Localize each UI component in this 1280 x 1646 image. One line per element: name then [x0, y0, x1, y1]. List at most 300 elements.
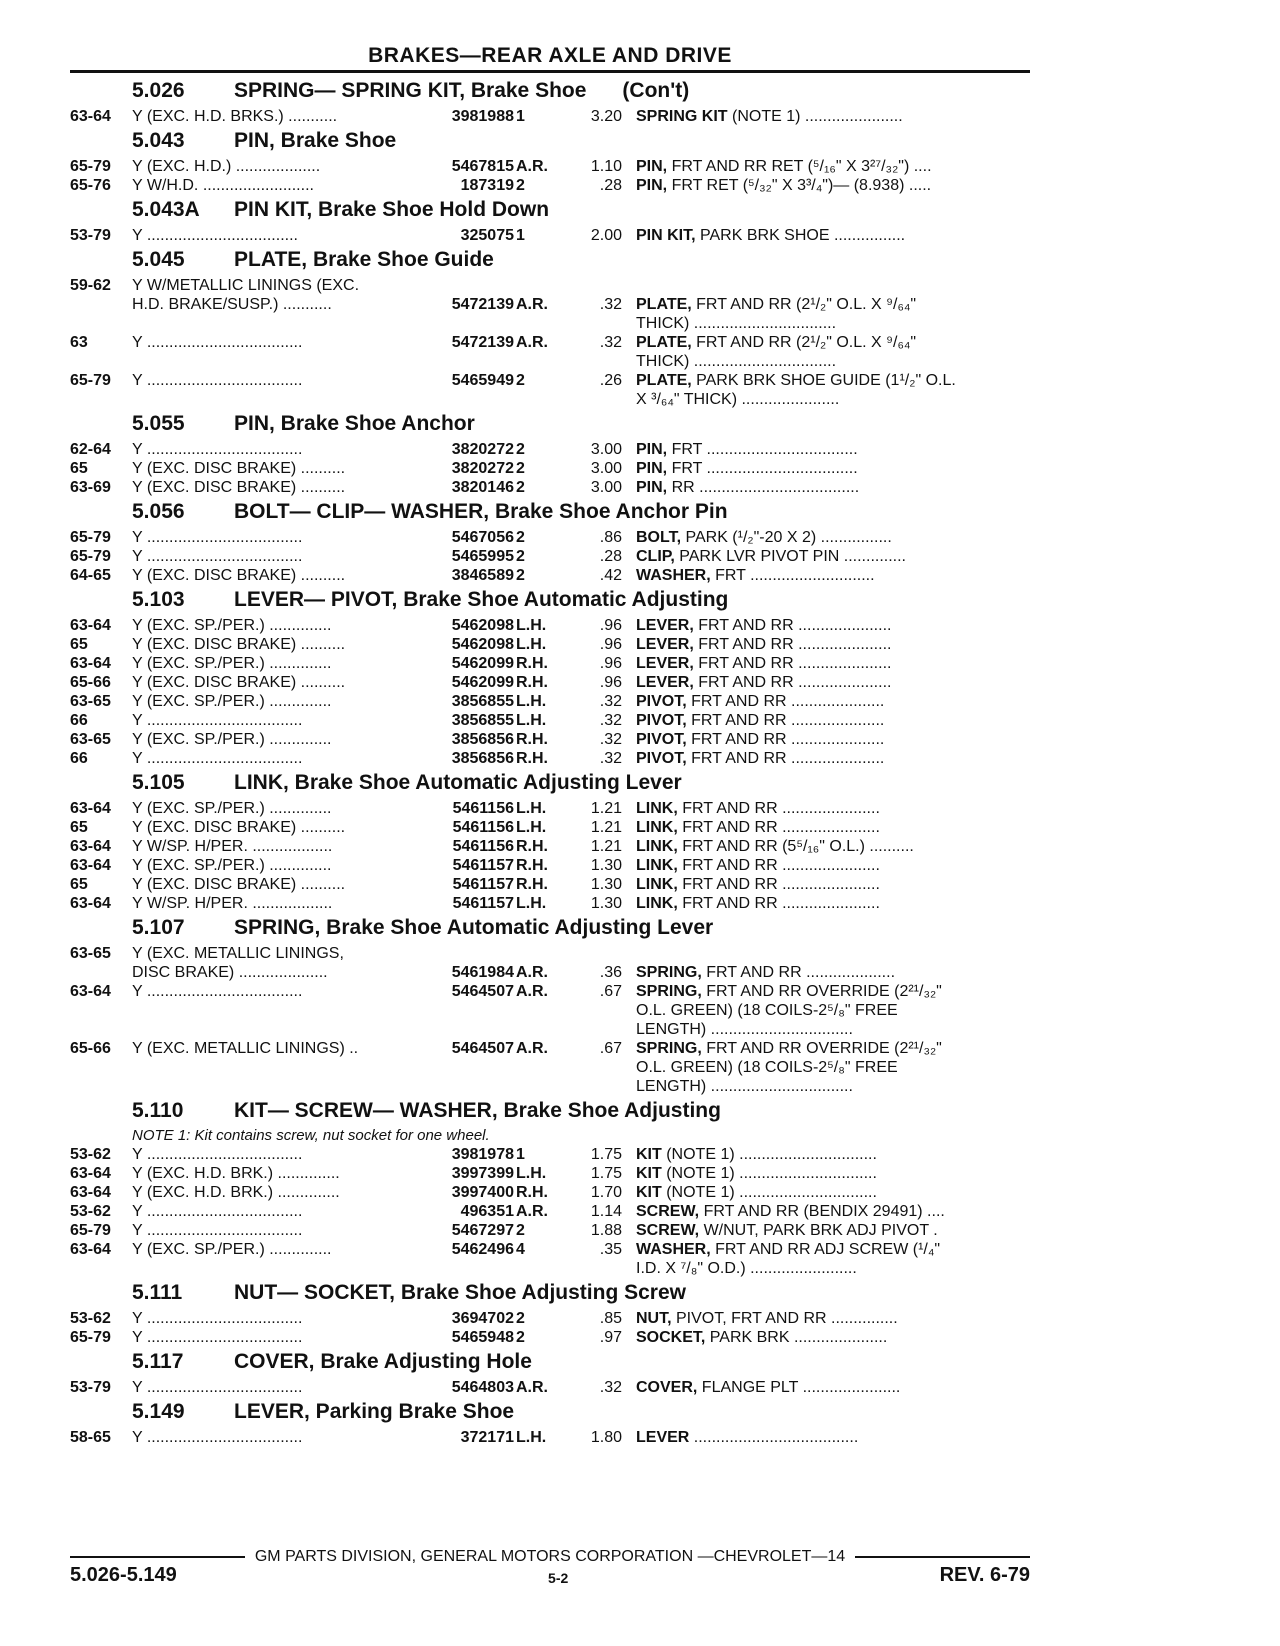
- description-text: FRT AND RR RET (⁵/₁₆" X 3²⁷/₃₂") ....: [667, 158, 932, 175]
- part-number: 3856856: [451, 750, 514, 767]
- application: Y (EXC. H.D. BRK.) ..............: [132, 1165, 340, 1182]
- section-title: KIT— SCREW— WASHER, Brake Shoe Adjusting: [234, 1099, 721, 1122]
- parts-section: [70, 916, 1030, 1096]
- application: Y ...................................: [132, 1429, 303, 1446]
- quantity: 2: [516, 177, 525, 194]
- model-years: 63-64: [70, 895, 111, 912]
- price: .32: [599, 334, 622, 351]
- part-number: [428, 1020, 514, 1039]
- price: 1.21: [590, 800, 622, 817]
- description: [636, 837, 1030, 856]
- model-years: 65-79: [70, 1222, 111, 1239]
- parts-row: [70, 1183, 1030, 1202]
- part-number: 5464507: [451, 1040, 514, 1057]
- description-text: O.L. GREEN) (18 COILS-2⁵/₈" FREE: [636, 1002, 898, 1019]
- application: Y (EXC. SP./PER.) ..............: [132, 693, 332, 710]
- description-text: FRT AND RR .....................: [686, 693, 885, 710]
- footer-rule-right: [855, 1556, 1030, 1558]
- section-number: 5.043A: [132, 198, 200, 221]
- application: Y ...................................: [132, 1146, 303, 1163]
- application: Y ...................................: [132, 334, 303, 351]
- model-years: 53-79: [70, 227, 111, 244]
- quantity: A.R.: [516, 1379, 548, 1396]
- parts-row: [70, 875, 1030, 894]
- part-number: 5462098: [451, 636, 514, 653]
- description: [636, 963, 1030, 982]
- section-title: SPRING, Brake Shoe Automatic Adjusting Lever: [234, 916, 714, 939]
- description-text: PARK (¹/₂"-20 X 2) ................: [681, 529, 892, 546]
- description-keyword: WASHER,: [636, 1241, 711, 1258]
- model-years: 63-64: [70, 1241, 111, 1258]
- price: .67: [599, 983, 622, 1000]
- description-keyword: PIN,: [636, 460, 668, 477]
- price: [562, 1077, 636, 1096]
- description: [636, 944, 1030, 963]
- description-text: FRT ............................: [710, 567, 875, 584]
- model-years: 63-65: [70, 693, 111, 710]
- application: Y W/H.D. .........................: [132, 177, 314, 194]
- quantity: 2: [516, 479, 525, 496]
- price: [562, 1001, 636, 1020]
- quantity: [514, 390, 562, 409]
- application: Y ...................................: [132, 750, 303, 767]
- application: Y ...................................: [132, 1310, 303, 1327]
- section-title: LEVER— PIVOT, Brake Shoe Automatic Adjusting: [234, 588, 729, 611]
- quantity: R.H.: [516, 750, 548, 767]
- price: .32: [599, 693, 622, 710]
- quantity: A.R.: [516, 158, 548, 175]
- quantity: L.H.: [516, 1165, 547, 1182]
- section-heading: [132, 1281, 1030, 1305]
- part-number: [428, 1001, 514, 1020]
- quantity: A.R.: [516, 1203, 548, 1220]
- application: Y ...................................: [132, 1379, 303, 1396]
- application: Y (EXC. DISC BRAKE) ..........: [132, 674, 346, 691]
- description-text: W/NUT, PARK BRK ADJ PIVOT .: [699, 1222, 938, 1239]
- model-years: [70, 1259, 132, 1278]
- model-years: 65-66: [70, 674, 111, 691]
- description: [636, 459, 1030, 478]
- model-years: [70, 352, 132, 371]
- description: [636, 295, 1030, 314]
- parts-row: [70, 1164, 1030, 1183]
- description: [636, 1183, 1030, 1202]
- parts-row: [70, 1240, 1030, 1259]
- model-years: [70, 295, 132, 314]
- price: [562, 390, 636, 409]
- description: [636, 107, 1030, 126]
- parts-section: [70, 771, 1030, 913]
- application: [132, 314, 428, 333]
- description-text: PARK BRK SHOE GUIDE (1¹/₂" O.L.: [691, 372, 956, 389]
- footer-publisher: GM PARTS DIVISION, GENERAL MOTORS CORPORATION —CHEVROLET—14: [254, 1548, 846, 1565]
- part-number: 3856855: [451, 693, 514, 710]
- description-text: FRT AND RR ....................: [701, 964, 896, 981]
- parts-row: [70, 616, 1030, 635]
- part-number: [428, 944, 514, 963]
- part-number: 5465949: [451, 372, 514, 389]
- description-keyword: PIN,: [636, 479, 668, 496]
- part-number: [428, 352, 514, 371]
- footer-bottom: [70, 1564, 1030, 1587]
- application: Y ...................................: [132, 372, 303, 389]
- parts-section: [70, 248, 1030, 409]
- description-text: THICK) ................................: [636, 353, 837, 370]
- price: .28: [599, 177, 622, 194]
- description: [636, 1020, 1030, 1039]
- description-text: THICK) ................................: [636, 315, 837, 332]
- price: [562, 314, 636, 333]
- description: [636, 1221, 1030, 1240]
- quantity: A.R.: [516, 334, 548, 351]
- price: .32: [599, 1379, 622, 1396]
- price: .32: [599, 731, 622, 748]
- parts-row: [70, 1001, 1030, 1020]
- parts-section: [70, 500, 1030, 585]
- price: .35: [599, 1241, 622, 1258]
- part-number: 5467056: [451, 529, 514, 546]
- quantity: A.R.: [516, 983, 548, 1000]
- description: [636, 799, 1030, 818]
- section-title: LEVER, Parking Brake Shoe: [234, 1400, 515, 1423]
- description-text: FRT AND RR ADJ SCREW (¹/₄": [710, 1241, 941, 1258]
- parts-row: [70, 799, 1030, 818]
- page-footer: [70, 1548, 1030, 1587]
- model-years: 65: [70, 460, 88, 477]
- description-text: O.L. GREEN) (18 COILS-2⁵/₈" FREE: [636, 1059, 898, 1076]
- description-keyword: PIN,: [636, 177, 668, 194]
- quantity: 2: [516, 529, 525, 546]
- section-heading: [132, 129, 1030, 153]
- part-number: 3820146: [451, 479, 514, 496]
- quantity: 2: [516, 460, 525, 477]
- description: [636, 1428, 1030, 1447]
- description: [636, 176, 1030, 195]
- parts-row: [70, 1378, 1030, 1397]
- application: Y ...................................: [132, 548, 303, 565]
- price: .85: [599, 1310, 622, 1327]
- quantity: 2: [516, 1310, 525, 1327]
- application: Y (EXC. METALLIC LININGS) ..: [132, 1040, 359, 1057]
- description: [636, 1058, 1030, 1077]
- parts-section: [70, 1281, 1030, 1347]
- price: 3.20: [590, 108, 622, 125]
- price: 1.30: [590, 876, 622, 893]
- model-years: 62-64: [70, 441, 111, 458]
- section-heading: [132, 412, 1030, 436]
- application: Y (EXC. SP./PER.) ..............: [132, 1241, 332, 1258]
- quantity: L.H.: [516, 819, 547, 836]
- parts-section: [70, 588, 1030, 768]
- application: Y (EXC. SP./PER.) ..............: [132, 617, 332, 634]
- model-years: 53-79: [70, 1379, 111, 1396]
- section-title: SPRING— SPRING KIT, Brake Shoe: [234, 79, 587, 102]
- model-years: [70, 1058, 132, 1077]
- description-keyword: SCREW,: [636, 1203, 700, 1220]
- model-years: 58-65: [70, 1429, 111, 1446]
- part-number: 5465995: [451, 548, 514, 565]
- section-title: PIN, Brake Shoe: [234, 129, 397, 152]
- description-text: (NOTE 1) ......................: [727, 108, 903, 125]
- quantity: 2: [516, 441, 525, 458]
- price: 3.00: [590, 460, 622, 477]
- description: [636, 440, 1030, 459]
- application: [132, 1077, 428, 1096]
- application: Y (EXC. H.D. BRK.) ..............: [132, 1184, 340, 1201]
- quantity: L.H.: [516, 895, 547, 912]
- description: [636, 1328, 1030, 1347]
- description-keyword: PIN KIT,: [636, 227, 696, 244]
- model-years: [70, 1001, 132, 1020]
- description-keyword: SPRING,: [636, 1040, 702, 1057]
- description-text: FRT AND RR ......................: [677, 819, 880, 836]
- parts-row: [70, 276, 1030, 295]
- part-number: 5472139: [451, 334, 514, 351]
- description-text: LENGTH) ................................: [636, 1021, 853, 1038]
- description: [636, 528, 1030, 547]
- description-text: .....................................: [689, 1429, 859, 1446]
- footer-page-number: 5-2: [548, 1570, 569, 1586]
- description: [636, 982, 1030, 1001]
- quantity: 2: [516, 372, 525, 389]
- price: .96: [599, 674, 622, 691]
- application: Y ...................................: [132, 983, 303, 1000]
- application: Y ...................................: [132, 441, 303, 458]
- application: Y (EXC. SP./PER.) ..............: [132, 731, 332, 748]
- quantity: L.H.: [516, 617, 547, 634]
- price: .42: [599, 567, 622, 584]
- description-text: FRT AND RR .....................: [693, 636, 892, 653]
- description-keyword: KIT: [636, 1146, 662, 1163]
- application: Y W/SP. H/PER. ..................: [132, 838, 333, 855]
- model-years: 59-62: [70, 277, 111, 294]
- section-heading: [132, 1099, 1030, 1123]
- section-title: PIN, Brake Shoe Anchor: [234, 412, 475, 435]
- description-text: PARK BRK .....................: [705, 1329, 888, 1346]
- price: 1.21: [590, 819, 622, 836]
- description-keyword: KIT: [636, 1165, 662, 1182]
- parts-row: [70, 944, 1030, 963]
- part-number: 3694702: [451, 1310, 514, 1327]
- parts-row: [70, 333, 1030, 352]
- description-keyword: PIVOT,: [636, 731, 687, 748]
- model-years: 63-64: [70, 108, 111, 125]
- application: Y ..................................: [132, 227, 298, 244]
- parts-row: [70, 566, 1030, 585]
- application: [132, 1058, 428, 1077]
- price: .32: [599, 296, 622, 313]
- part-number: [428, 276, 514, 295]
- part-number: 5462099: [451, 655, 514, 672]
- description-text: FRT AND RR .....................: [693, 617, 892, 634]
- parts-section: [70, 1099, 1030, 1278]
- parts-row: [70, 1328, 1030, 1347]
- parts-row: [70, 226, 1030, 245]
- description: [636, 333, 1030, 352]
- description-text: FRT AND RR ......................: [677, 876, 880, 893]
- section-title: COVER, Brake Adjusting Hole: [234, 1350, 532, 1373]
- description-keyword: LEVER,: [636, 655, 694, 672]
- description-text: FLANGE PLT ......................: [697, 1379, 901, 1396]
- description: [636, 749, 1030, 768]
- description-text: FRT AND RR (BENDIX 29491) ....: [699, 1203, 945, 1220]
- description: [636, 1039, 1030, 1058]
- quantity: 2: [516, 548, 525, 565]
- price: .96: [599, 655, 622, 672]
- price: [562, 1259, 636, 1278]
- application: [132, 390, 428, 409]
- quantity: 2: [516, 567, 525, 584]
- quantity: L.H.: [516, 693, 547, 710]
- description-keyword: PIN,: [636, 158, 668, 175]
- parts-section: [70, 129, 1030, 195]
- description: [636, 894, 1030, 913]
- price: 1.30: [590, 857, 622, 874]
- description-keyword: SCREW,: [636, 1222, 700, 1239]
- quantity: [514, 352, 562, 371]
- description-text: PARK BRK SHOE ................: [695, 227, 906, 244]
- model-years: 66: [70, 750, 88, 767]
- part-number: 3856856: [451, 731, 514, 748]
- description-text: PIVOT, FRT AND RR ...............: [671, 1310, 898, 1327]
- application: Y (EXC. DISC BRAKE) ..........: [132, 636, 346, 653]
- parts-row: [70, 1309, 1030, 1328]
- description-text: FRT AND RR (2¹/₂" O.L. X ⁹/₆₄": [691, 334, 917, 351]
- description: [636, 673, 1030, 692]
- model-years: 65: [70, 819, 88, 836]
- application: DISC BRAKE) ....................: [132, 964, 328, 981]
- application: Y (EXC. SP./PER.) ..............: [132, 857, 332, 874]
- part-number: 5461984: [451, 964, 514, 981]
- application: [132, 352, 428, 371]
- description-text: FRT AND RR .....................: [693, 674, 892, 691]
- section-heading: [132, 79, 1030, 103]
- section-heading: [132, 198, 1030, 222]
- description-keyword: LINK,: [636, 838, 678, 855]
- price: .26: [599, 372, 622, 389]
- part-number: 5461157: [452, 895, 514, 912]
- description: [636, 1309, 1030, 1328]
- model-years: [70, 1020, 132, 1039]
- description-keyword: LINK,: [636, 819, 678, 836]
- model-years: 63-69: [70, 479, 111, 496]
- model-years: 65-76: [70, 177, 111, 194]
- application: Y (EXC. SP./PER.) ..............: [132, 655, 332, 672]
- parts-row: [70, 1145, 1030, 1164]
- parts-section: [70, 79, 1030, 126]
- section-title: NUT— SOCKET, Brake Shoe Adjusting Screw: [234, 1281, 686, 1304]
- description-keyword: WASHER,: [636, 567, 711, 584]
- description: [636, 1259, 1030, 1278]
- description: [636, 1202, 1030, 1221]
- description-keyword: COVER,: [636, 1379, 698, 1396]
- section-note: NOTE 1: Kit contains screw, nut socket for one wheel.: [132, 1127, 490, 1144]
- model-years: 63-64: [70, 617, 111, 634]
- section-title: PIN KIT, Brake Shoe Hold Down: [234, 198, 550, 221]
- parts-row: [70, 1077, 1030, 1096]
- quantity: L.H.: [516, 1429, 547, 1446]
- description: [636, 1378, 1030, 1397]
- part-number: 5472139: [451, 296, 514, 313]
- quantity: L.H.: [516, 800, 547, 817]
- quantity: [514, 1077, 562, 1096]
- description: [636, 1001, 1030, 1020]
- part-number: 5462496: [451, 1241, 514, 1258]
- parts-row: [70, 176, 1030, 195]
- application: Y ...................................: [132, 1329, 303, 1346]
- part-number: 5462099: [451, 674, 514, 691]
- application: Y (EXC. METALLIC LININGS,: [132, 945, 344, 962]
- part-number: 5461156: [452, 819, 514, 836]
- quantity: 1: [516, 108, 525, 125]
- quantity: A.R.: [516, 1040, 548, 1057]
- part-number: 3820272: [451, 441, 514, 458]
- model-years: 65-79: [70, 548, 111, 565]
- description-keyword: LINK,: [636, 857, 678, 874]
- application: Y ...................................: [132, 712, 303, 729]
- quantity: R.H.: [516, 674, 548, 691]
- parts-row: [70, 837, 1030, 856]
- description-text: PARK LVR PIVOT PIN ..............: [674, 548, 906, 565]
- description-text: FRT AND RR ......................: [677, 857, 880, 874]
- application: Y (EXC. DISC BRAKE) ..........: [132, 460, 346, 477]
- model-years: [70, 390, 132, 409]
- sections-container: [70, 79, 1030, 1447]
- application: [132, 1001, 428, 1020]
- quantity: R.H.: [516, 857, 548, 874]
- model-years: [70, 314, 132, 333]
- section-number: 5.107: [132, 916, 185, 939]
- part-number: 3981978: [451, 1146, 514, 1163]
- description-keyword: LINK,: [636, 876, 678, 893]
- parts-row: [70, 459, 1030, 478]
- section-number: 5.110: [132, 1099, 184, 1122]
- description: [636, 711, 1030, 730]
- description-keyword: LEVER,: [636, 636, 694, 653]
- model-years: 65-66: [70, 1040, 111, 1057]
- application: Y ...................................: [132, 1203, 303, 1220]
- application: Y (EXC. DISC BRAKE) ..........: [132, 567, 346, 584]
- parts-row: [70, 295, 1030, 314]
- description-keyword: LEVER,: [636, 617, 694, 634]
- description: [636, 635, 1030, 654]
- section-number: 5.103: [132, 588, 185, 611]
- application: Y (EXC. H.D. BRKS.) ...........: [132, 108, 338, 125]
- description-keyword: NUT,: [636, 1310, 672, 1327]
- application: Y W/SP. H/PER. ..................: [132, 895, 333, 912]
- description: [636, 1240, 1030, 1259]
- model-years: 63-64: [70, 1184, 111, 1201]
- part-number: 372171: [460, 1429, 514, 1446]
- quantity: R.H.: [516, 876, 548, 893]
- model-years: [70, 963, 132, 982]
- description: [636, 1164, 1030, 1183]
- model-years: 65: [70, 636, 88, 653]
- description-keyword: CLIP,: [636, 548, 675, 565]
- model-years: 63-65: [70, 945, 111, 962]
- part-number: 3820272: [451, 460, 514, 477]
- description-keyword: PLATE,: [636, 296, 692, 313]
- description-keyword: SOCKET,: [636, 1329, 706, 1346]
- model-years: 63: [70, 334, 88, 351]
- description: [636, 276, 1030, 295]
- price: 2.00: [590, 227, 622, 244]
- parts-row: [70, 390, 1030, 409]
- description: [636, 1077, 1030, 1096]
- parts-row: [70, 440, 1030, 459]
- part-number: 5461157: [452, 857, 514, 874]
- part-number: 3846589: [451, 567, 514, 584]
